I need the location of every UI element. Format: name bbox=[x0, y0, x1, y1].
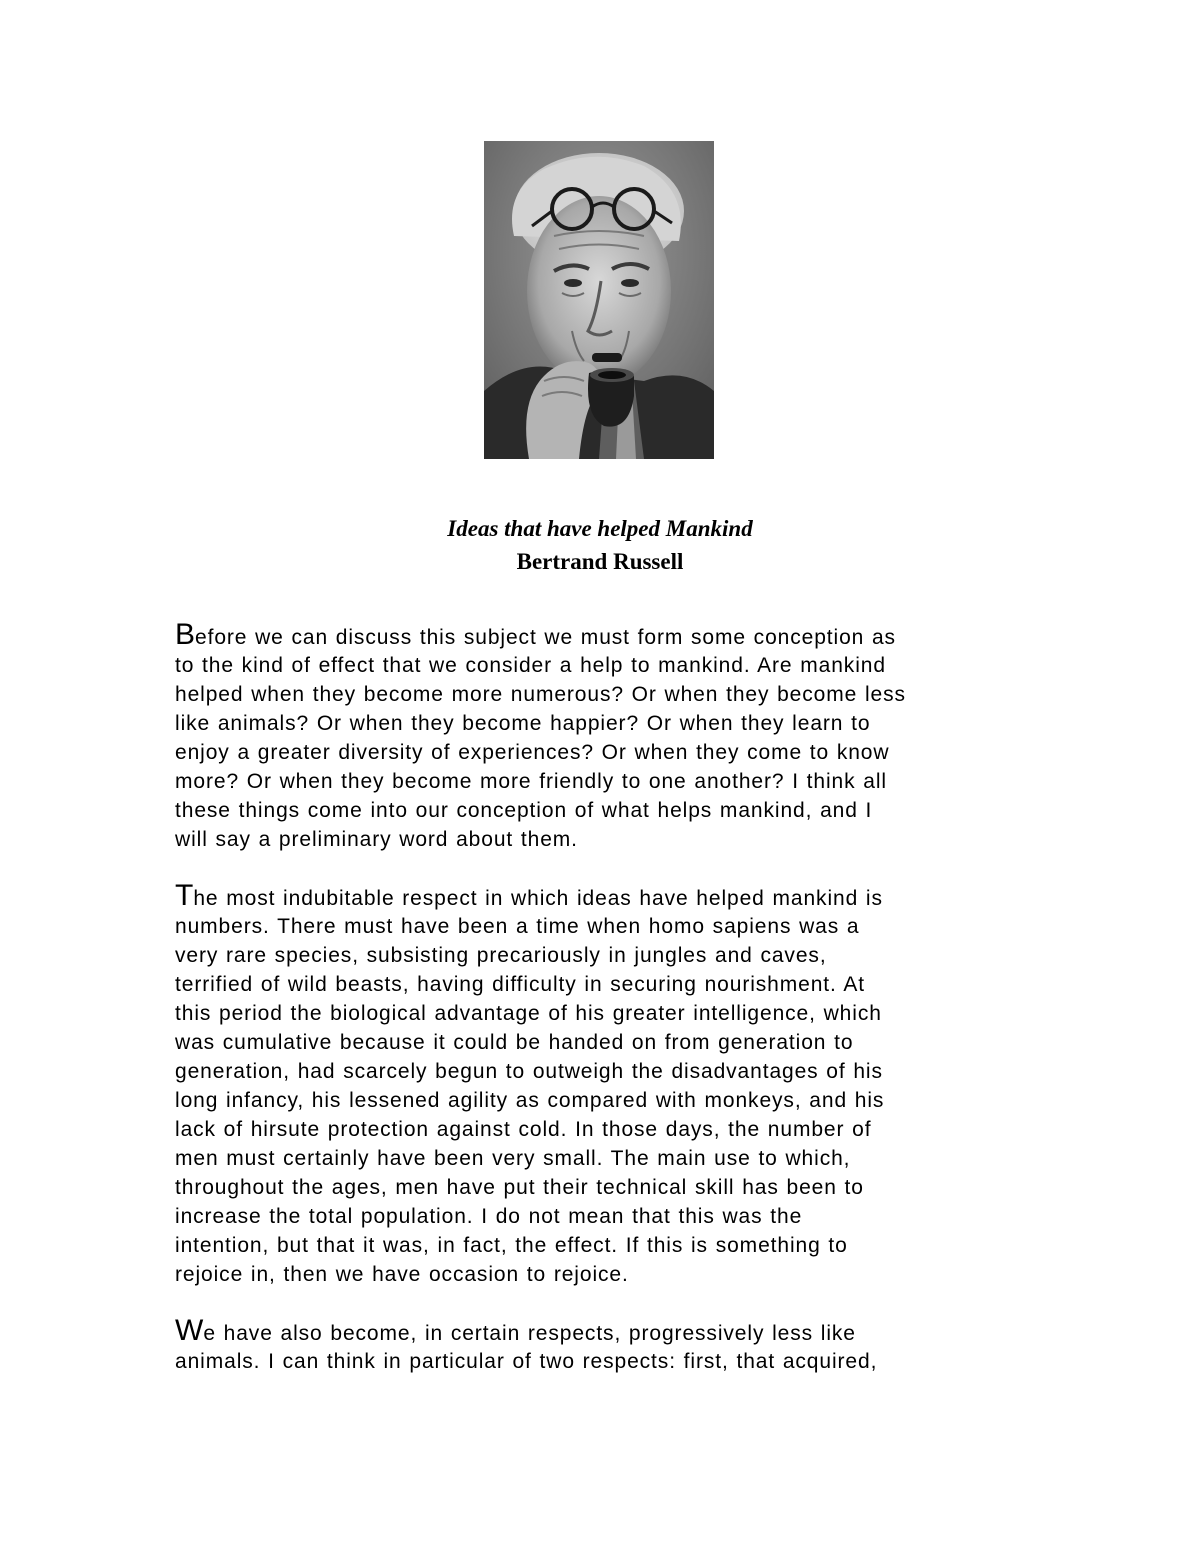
paragraph-line: We have also become, in certain respects, progressively less like bbox=[175, 1314, 856, 1347]
paragraph-line: throughout the ages, men have put their technical skill has been to bbox=[175, 1176, 864, 1199]
paragraph-line: more? Or when they become more friendly to one another? I think all bbox=[175, 770, 887, 793]
document-author: Bertrand Russell bbox=[516, 549, 684, 574]
paragraph-line: to the kind of effect that we consider a help to mankind. Are mankind bbox=[175, 654, 886, 677]
portrait-photo bbox=[484, 141, 714, 459]
paragraph-line: Before we can discuss this subject we must form some conception as bbox=[175, 618, 896, 651]
paragraph-line: helped when they become more numerous? Or when they become less bbox=[175, 683, 906, 706]
paragraph-line: lack of hirsute protection against cold. In those days, the number of bbox=[175, 1118, 872, 1141]
paragraph-line: generation, had scarcely begun to outweigh the disadvantages of his bbox=[175, 1060, 883, 1083]
paragraph-3 bbox=[175, 1316, 1055, 1376]
drop-cap: B bbox=[175, 618, 196, 651]
paragraph-line: long infancy, his lessened agility as compared with monkeys, and his bbox=[175, 1089, 885, 1112]
paragraph-line: animals. I can think in particular of two respects: first, that acquired, bbox=[175, 1350, 878, 1373]
paragraph-line: like animals? Or when they become happier? Or when they learn to bbox=[175, 712, 871, 735]
paragraph-line: intention, but that it was, in fact, the effect. If this is something to bbox=[175, 1234, 848, 1257]
paragraph-line: will say a preliminary word about them. bbox=[175, 828, 578, 851]
paragraph-line: enjoy a greater diversity of experiences? Or when they come to know bbox=[175, 741, 890, 764]
author-portrait bbox=[484, 141, 714, 459]
paragraph-line: this period the biological advantage of his greater intelligence, which bbox=[175, 1002, 882, 1025]
paragraph-line: numbers. There must have been a time when homo sapiens was a bbox=[175, 915, 860, 938]
paragraph-2 bbox=[175, 881, 1055, 1289]
paragraph-line: rejoice in, then we have occasion to rejoice. bbox=[175, 1263, 629, 1286]
drop-cap: T bbox=[175, 879, 194, 912]
essay-body bbox=[175, 620, 1055, 1403]
paragraph-line: increase the total population. I do not mean that this was the bbox=[175, 1205, 803, 1228]
document-title: Ideas that have helped Mankind bbox=[447, 516, 753, 541]
drop-cap: W bbox=[175, 1314, 204, 1347]
paragraph-line: was cumulative because it could be handed on from generation to bbox=[175, 1031, 854, 1054]
paragraph-line: very rare species, subsisting precariously in jungles and caves, bbox=[175, 944, 827, 967]
paragraph-1 bbox=[175, 620, 1055, 854]
paragraph-line: these things come into our conception of what helps mankind, and I bbox=[175, 799, 873, 822]
paragraph-line: terrified of wild beasts, having difficulty in securing nourishment. At bbox=[175, 973, 865, 996]
paragraph-line: The most indubitable respect in which ideas have helped mankind is bbox=[175, 879, 883, 912]
title-block bbox=[0, 512, 1200, 578]
paragraph-line: men must certainly have been very small. The main use to which, bbox=[175, 1147, 851, 1170]
